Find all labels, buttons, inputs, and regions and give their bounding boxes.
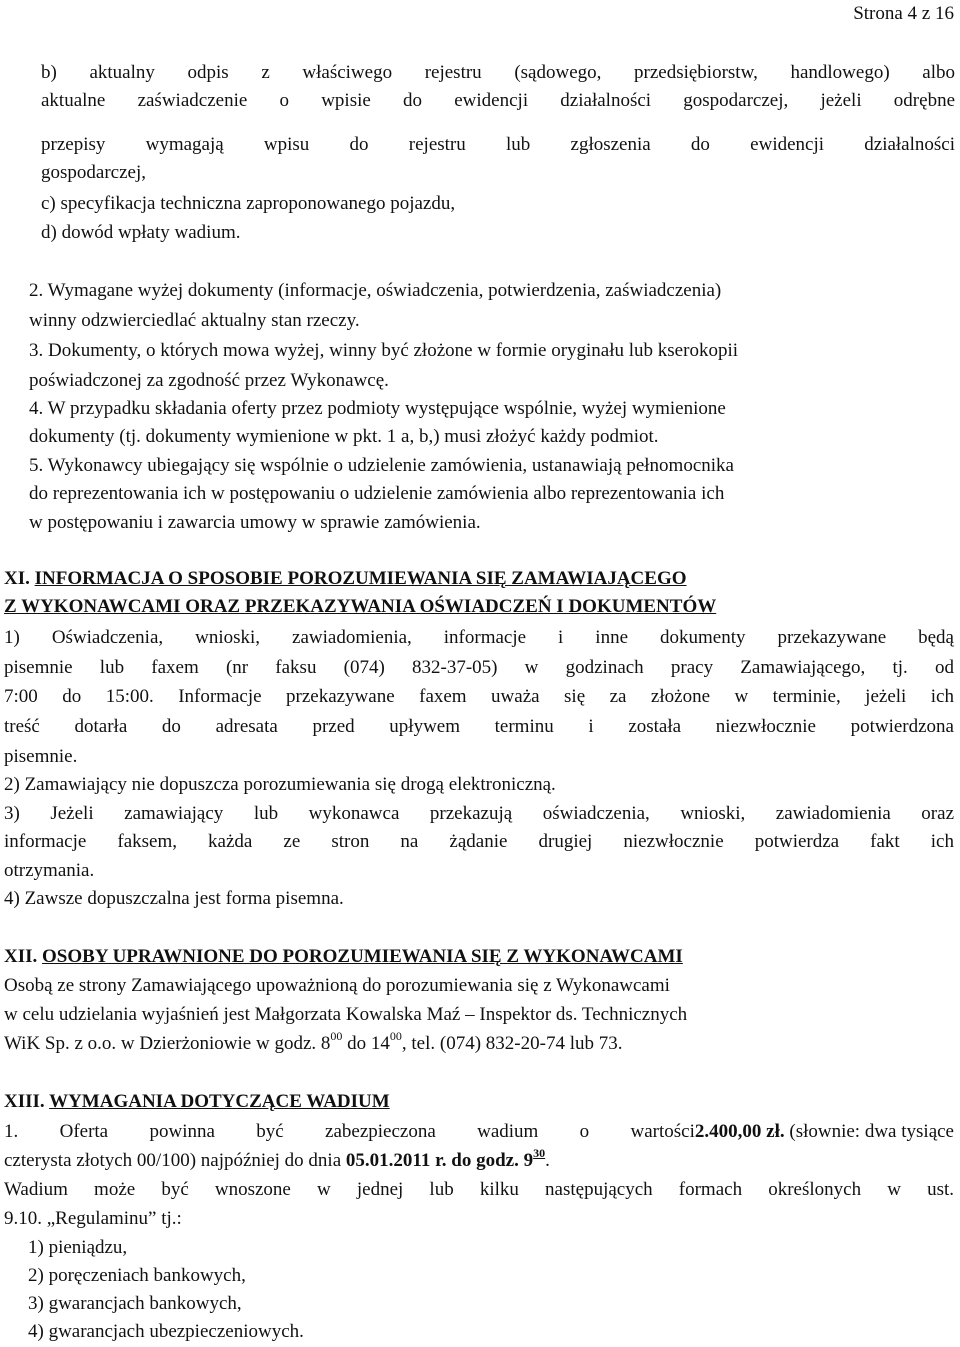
point-line: 2. Wymagane wyżej dokumenty (informacje, oświadczenia, potwierdzenia, zaświadczenia) <box>29 280 722 301</box>
section-number: XIII. <box>4 1091 45 1112</box>
paragraph-line: 4) Zawsze dopuszczalna jest forma pisemna. <box>4 888 344 909</box>
paragraph-line: Wadium może być wnoszone w jednej lub kilku następujących formach określonych w ust. <box>4 1179 954 1200</box>
contact-text: do 14 <box>342 1033 390 1054</box>
section-heading <box>4 567 687 591</box>
deadline-minutes: 30 <box>533 1145 546 1160</box>
paragraph-line: 1) Oświadczenia, wnioski, zawiadomienia, informacje i inne dokumenty przekazywane będą <box>4 627 954 648</box>
paragraph-line: w celu udzielania wyjaśnień jest Małgorzata Kowalska Maź – Inspektor ds. Technicznych <box>4 1004 688 1025</box>
page-number: Strona 4 z 16 <box>853 3 954 24</box>
list-line: d) dowód wpłaty wadium. <box>41 222 241 243</box>
paragraph-line: pisemnie. <box>4 746 78 767</box>
list-item: 2) poręczeniach bankowych, <box>28 1265 246 1286</box>
point-line: w postępowaniu i zawarcia umowy w sprawie zamówienia. <box>29 512 481 533</box>
paragraph-line: treść dotarła do adresata przed upływem terminu i została niezwłocznie potwierdzona <box>4 716 954 737</box>
deadline-text: . <box>545 1150 550 1171</box>
paragraph-line: 2) Zamawiający nie dopuszcza porozumiewania się drogą elektroniczną. <box>4 774 556 795</box>
point-line: do reprezentowania ich w postępowaniu o udzielenie zamówienia albo reprezentowania ich <box>29 483 725 504</box>
paragraph-line: otrzymania. <box>4 860 95 881</box>
paragraph-line <box>4 1145 550 1173</box>
list-item: 1) pieniądzu, <box>28 1237 128 1258</box>
section-title: INFORMACJA O SPOSOBIE POROZUMIEWANIA SIĘ ZAMAWIAJĄCEGO <box>34 568 687 589</box>
list-item: 3) gwarancjach bankowych, <box>28 1293 242 1314</box>
point-line: 3. Dokumenty, o których mowa wyżej, winny być złożone w formie oryginału lub kserokopii <box>29 340 739 361</box>
section-number: XI. <box>4 568 30 589</box>
list-line: aktualne zaświadczenie o wpisie do ewidencji działalności gospodarczej, jeżeli odrębne <box>41 90 955 111</box>
point-line: dokumenty (tj. dokumenty wymienione w pkt. 1 a, b,) musi złożyć każdy podmiot. <box>29 426 659 447</box>
list-line: c) specyfikacja techniczna zaproponowanego pojazdu, <box>41 193 456 214</box>
section-title: WYMAGANIA DOTYCZĄCE WADIUM <box>49 1091 390 1112</box>
paragraph-line: 3) Jeżeli zamawiający lub wykonawca przekazują oświadczenia, wnioski, zawiadomienia oraz <box>4 803 954 824</box>
point-line: 5. Wykonawcy ubiegający się wspólnie o udzielenie zamówienia, ustanawiają pełnomocnika <box>29 455 734 476</box>
paragraph-line: pisemnie lub faxem (nr faksu (074) 832-37-05) w godzinach pracy Zamawiającego, tj. od <box>4 657 954 678</box>
wadium-amount: 2.400,00 zł. <box>694 1121 785 1142</box>
section-title-continued: Z WYKONAWCAMI ORAZ PRZEKAZYWANIA OŚWIADCZEŃ I DOKUMENTÓW <box>4 596 717 617</box>
hour-superscript: 00 <box>389 1028 402 1043</box>
paragraph-line <box>4 1120 954 1144</box>
paragraph-line: 7:00 do 15:00. Informacje przekazywane faxem uważa się za złożone w terminie, jeżeli ich <box>4 686 954 707</box>
paragraph-line: 9.10. „Regulaminu” tj.: <box>4 1208 182 1229</box>
point-line: winny odzwierciedlać aktualny stan rzeczy. <box>29 310 360 331</box>
section-number: XII. <box>4 946 38 967</box>
deadline-text: czterysta złotych 00/100) najpóźniej do dnia <box>4 1150 346 1171</box>
contact-text: , tel. (074) 832-20-74 lub 73. <box>401 1033 623 1054</box>
paragraph-line: informacje faksem, każda ze stron na żądanie drugiej niezwłocznie potwierdza fakt ich <box>4 831 954 852</box>
point-line: 4. W przypadku składania oferty przez podmioty występujące wspólnie, wyżej wymienione <box>29 398 726 419</box>
list-line: przepisy wymagają wpisu do rejestru lub zgłoszenia do ewidencji działalności <box>41 134 955 155</box>
deadline-date: 05.01.2011 r. do godz. 9 <box>345 1150 534 1171</box>
list-line: b) aktualny odpis z właściwego rejestru (sądowego, przedsiębiorstw, handlowego) albo <box>41 62 955 83</box>
point-line: poświadczonej za zgodność przez Wykonawcę. <box>29 370 389 391</box>
paragraph-line <box>4 1028 623 1056</box>
wadium-text: 1. Oferta powinna być zabezpieczona wadium o wartości <box>4 1121 695 1142</box>
list-line: gospodarczej, <box>41 162 146 183</box>
wadium-text: (słownie: dwa tysiące <box>784 1121 954 1142</box>
section-title: OSOBY UPRAWNIONE DO POROZUMIEWANIA SIĘ Z WYKONAWCAMI <box>42 946 683 967</box>
paragraph-line: Osobą ze strony Zamawiającego upoważnioną do porozumiewania się z Wykonawcami <box>4 975 670 996</box>
contact-text: WiK Sp. z o.o. w Dzierżoniowie w godz. 8 <box>4 1033 331 1054</box>
section-heading <box>4 1090 390 1114</box>
list-item: 4) gwarancjach ubezpieczeniowych. <box>28 1321 304 1342</box>
hour-superscript: 00 <box>330 1028 343 1043</box>
section-heading <box>4 945 683 969</box>
